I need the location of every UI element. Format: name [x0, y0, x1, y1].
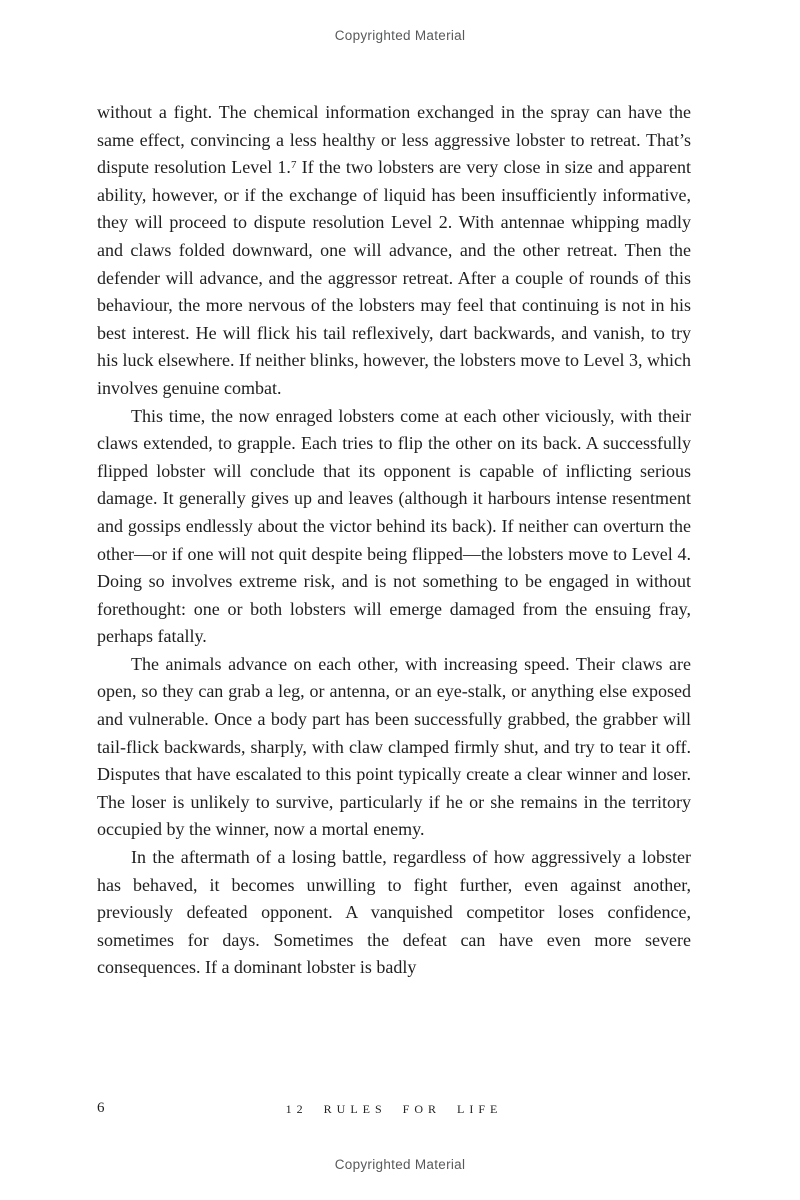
body-text [97, 99, 691, 982]
paragraph-1-text-continued: If the two lobsters are very close in size and apparent ability, however, or if the exchange of liquid has been insufficiently informative, they will proceed to dispute resolution Level 2. With antennae whipping madly and claws folded downward, one will advance, and the other retreat. Then the defender will advance, and the aggressor retreat. After a couple of rounds of this behaviour, the more nervous of the lobsters may feel that continuing is not in his best interest. He will flick his tail reflexively, dart backwards, and vanish, to try his luck elsewhere. If neither blinks, however, the lobsters move to Level 3, which involves genuine combat. [97, 157, 691, 398]
paragraph-1-text: without a fight. The chemical information exchanged in the spray can have the same effect, convincing a less healthy or less aggressive lobster to retreat. That’s dispute resolution Level 1. [97, 102, 691, 178]
paragraph-4: In the aftermath of a losing battle, regardless of how aggressively a lobster has behaved, it becomes unwilling to fight further, even against another, previously defeated opponent. A vanquished competitor loses confidence, sometimes for days. Sometimes the defeat can have even more severe consequences. If a dominant lobster is badly [97, 847, 691, 978]
page-number: 6 [97, 1100, 105, 1116]
running-title: 12 RULES FOR LIFE [285, 1102, 503, 1116]
copyright-notice-bottom: Copyrighted Material [334, 1157, 466, 1172]
paragraph-1 [97, 99, 691, 403]
paragraph-3: The animals advance on each other, with increasing speed. Their claws are open, so they can grab a leg, or antenna, or an eye-stalk, or anything else exposed and vulnerable. Once a body part has been successfully grabbed, the grabber will tail-flick backwards, sharply, with claw clamped firmly shut, and try to tear it off. Disputes that have escalated to this point typically create a clear winner and loser. The loser is unlikely to survive, particularly if he or she remains in the territory occupied by the winner, now a mortal enemy. [97, 653, 691, 840]
footnote-marker-7: 7 [290, 159, 297, 172]
page-footer [97, 1100, 691, 1122]
copyright-notice-top: Copyrighted Material [334, 28, 466, 43]
paragraph-2: This time, the now enraged lobsters come at each other viciously, with their claws extended, to grapple. Each tries to flip the other on its back. A successfully flipped lobster will conclude that its opponent is capable of inflicting serious damage. It generally gives up and leaves (although it harbours intense resentment and gossips endlessly about the victor behind its back). If neither can overturn the other—or if one will not quit despite being flipped—the lobsters move to Level 4. Doing so involves extreme risk, and is not something to be engaged in without forethought: one or both lobsters will emerge damaged from the ensuing fray, perhaps fatally. [97, 405, 691, 647]
